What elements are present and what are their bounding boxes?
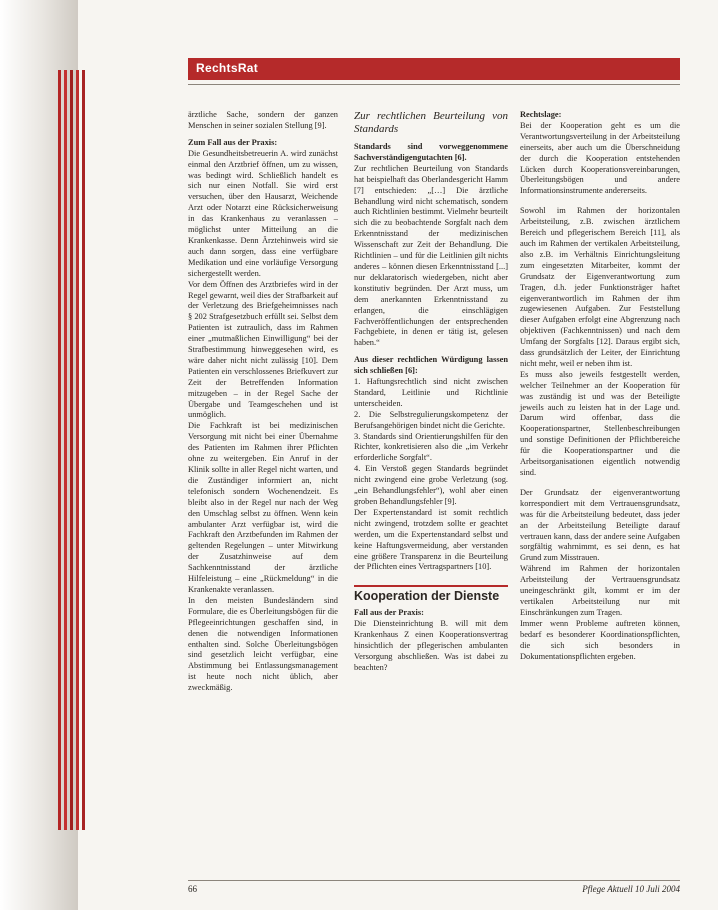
col3-paragraph: Sowohl im Rahmen der horizontalen Arbeitsteilung, z.B. zwischen ärztlichem Bereich und pflegerischem Bereich [11], als auch im Rahmen der vertikalen Arbeitsteilung, also z.B. im Verhältnis Einrichtungsleitung zum eingesetzten Mitarbeiter, kommt der Grundsatz der Eigenverantwortung zum Tragen, d.h. jeder Funktionsträger haftet eigenverantwortlich im Rahmen der ihm zugewiesenen Aufgaben. Zur Feststellung dieser Aufgaben erfolgt eine Abgrenzung nach objektiven (Fachkenntnissen) und nach dem Umfang der Sorgfalts [12]. Daraus ergibt sich, dass grundsätzlich der Leiter, der Einrichtung nicht mehr, weil er neben ihm ist. bbox=[520, 206, 680, 368]
col3-paragraph: Bei der Kooperation geht es um die Verantwortungsverteilung in der Arbeitsteilung einerseits, aber auch um die Überschneidung der durch die Kooperation entstehenden Lücken durch Kooperationsvereinbarungen, Überleitungsbögen und andere Informationsinstrumente andererseits. bbox=[520, 120, 680, 196]
col1-paragraph: Die Gesundheitsbetreuerin A. wird zunächst einmal den Arztbrief öffnen, um zu wissen, was bedingt wird. Schließlich handelt es sich nur einen Notfall. Sie wird erst versuchen, über den Hausarzt, Weichende Arzt oder Notarzt eine Rücksicherweisung in das Krankenhaus zu veranlassen – möglichst unter Mitteilung an die Krankenkasse. Denn Ärztehinweis wird sie auch dann sorgen, dass eine verfügbare Medikation und eine vorläufige Versorgung sichergestellt werden. bbox=[188, 148, 338, 278]
col1-paragraph: Vor dem Öffnen des Arztbriefes wird in der Regel gewarnt, weil dies der Strafbarkeit auf der Verletzung des Briefgeheimnisses nach § 202 Strafgesetzbuch erfüllt sei. Selbst dem Patienten ist zutraulich, dass im Rahmen einer „mutmaßlichen Einwilligung“ bei der Strafbestimmung hinweggesehen wird, es wäre daher nicht nicht zulässig [10]. Dem Patienten ein verschlossenes Briefkuvert zur Zeit der Betreffenden Information mitzugeben – in der Regel Sache der Übergabe und Teamgeschehen und ist unmöglich. bbox=[188, 279, 338, 420]
case-text: Die Diensteinrichtung B. will mit dem Krankenhaus Z einen Kooperationsvertrag hinsichtlich der pflegerischen ambulanten Versorgung abschließen. Was ist dabei zu beachten? bbox=[354, 619, 508, 672]
section-label: RechtsRat bbox=[196, 61, 259, 75]
col1-paragraph: Die Fachkraft ist bei medizinischen Versorgung mit nicht bei einer Übernahme des Patienten im Rahmen ihrer Pflichten ohne zu weitergeben. Ein Anruf in der Klinik sollte in aller Regel nicht warten, und die Zuständiger informiert an, nicht telefonisch sondern Wochenendzeit. Es bleibt also in der Regel nur nach der Weg den Umschlag selbst zu öffnen. Wenn kein ambulanter Arzt verfügbar ist, wird die Fachkraft den Arztbefunden im Rahmen der geltenden Regelungen – unter Mitwirkung der Zusatzhinweise auf dem Sachkenntnisstand der ärztliche Hilfeleistung – eine „Rückmeldung“ in die Krankenakte veranlassen. bbox=[188, 421, 338, 594]
list-item: 4. Ein Verstoß gegen Standards begründet nicht zwingend eine grobe Verletzung (sog. „ein Behandlungsfehler“), wohl aber einen groben Behandlungsfehler [9]. bbox=[354, 464, 508, 506]
col3-paragraph: Es muss also jeweils festgestellt werden, welcher Teilnehmer an der Kooperation für was zuständig ist und was der Beteiligte jeweils auch zu leisten hat in der Lage und. Darum wird offenbar, dass die Kooperationspartner, Stellenbeschreibungen und sonstige Definitionen der Pflichtbereiche für die Kooperationspartner und die Arbeitsorganisationen eigentlich notwendig sind. bbox=[520, 369, 680, 477]
col2-paragraph: Zur rechtlichen Beurteilung von Standards hat beispielhaft das Oberlandesgericht Hamm [7] entschieden: „[…] Die ärztliche Behandlung wird nicht schematisch, sondern auch Richtlinien bestimmt. Vielmehr beurteilt sich die zu beobachtende Sorgfalt nach dem Erkenntnisstand der medizinischen Wissenschaft zur Zeit der Behandlung. Die Richtlinien – und für die Leitlinien gilt nichts anderes – können diesen Erkenntnisstand [...] nur deklaratorisch wiedergeben, nicht aber konstitutiv begründen. Der Arzt muss, um dem anerkannten Erkenntnisstand zu erlangen, die einschlägigen Fachveröffentlichungen der entsprechenden Fachgebiete, in denen er tätig ist, gelesen haben.“ bbox=[354, 163, 508, 348]
section-heading: Kooperation der Dienste bbox=[354, 585, 508, 602]
footer-rule bbox=[188, 880, 680, 881]
list-item: 3. Standards sind Orientierungshilfen für den Richter, konkretisieren also die „im Verkehr erforderliche Sorgfalt“. bbox=[354, 431, 508, 463]
col2-subheading: Aus dieser rechtlichen Würdigung lassen sich schließen [6]: bbox=[354, 355, 508, 376]
col3-paragraph: Während im Rahmen der horizontalen Arbeitsteilung der Vertrauensgrundsatz uneingeschränkt gilt, kommt er im der vertikalen Arbeitsteilung nur mit Einschränkungen zum Tragen. bbox=[520, 564, 680, 617]
col1-intro: ärztliche Sache, sondern der ganzen Menschen in seiner sozialen Stellung [9]. bbox=[188, 110, 338, 130]
col1-heading: Zum Fall aus der Praxis: bbox=[188, 137, 278, 147]
col1-paragraph: In den meisten Bundesländern sind Formulare, die es Überleitungsbögen für die Pflegeeinrichtungen geschaffen sind, in denen die notwendigen Informationen enthalten sind. Solche Überleitungsbögen sind gesetzlich leicht verfügbar, eine Abstimmung bei Entlassungsmanagement ist heute noch nicht üblich, aber zweckmäßig. bbox=[188, 595, 338, 693]
column-2 bbox=[354, 110, 508, 674]
column-3 bbox=[520, 110, 680, 662]
col2-paragraph: Der Expertenstandard ist somit rechtlich nicht zwingend, trotzdem sollte er geachtet werden, um die Expertenstandard selbst und keine Haftungsvermeidung, aber verstanden eine größere Transparenz in die Beurteilung der Pflichten eines Vertragspartners [10]. bbox=[354, 507, 508, 572]
column-1 bbox=[188, 110, 338, 694]
page-edges-red bbox=[58, 70, 88, 830]
case-heading: Fall aus der Praxis: bbox=[354, 608, 424, 618]
col3-heading: Rechtslage: bbox=[520, 110, 562, 119]
journal-citation: Pflege Aktuell 10 Juli 2004 bbox=[582, 884, 680, 894]
col2-heading: Zur rechtlichen Beurteilung von Standards bbox=[354, 110, 508, 135]
section-header-bar bbox=[188, 58, 680, 80]
col3-paragraph: Immer wenn Probleme auftreten können, bedarf es besonderer Koordinationspflichten, die sich sich besonders in Dokumentationspflichten ergeben. bbox=[520, 618, 680, 661]
list-item: 2. Die Selbstregulierungskompetenz der Berufsangehörigen bindet nicht die Gerichte. bbox=[354, 409, 508, 430]
header-rule bbox=[188, 84, 680, 85]
page-number: 66 bbox=[188, 884, 197, 894]
col2-subheading: Standards sind vorweggenommene Sachverständigengutachten [6]. bbox=[354, 142, 508, 162]
list-item: 1. Haftungsrechtlich sind nicht zwischen Standard, Leitlinie und Richtlinie unterscheiden. bbox=[354, 377, 508, 408]
col3-paragraph: Der Grundsatz der eigenverantwortung korrespondiert mit dem Vertrauensgrundsatz, was für die Arbeitsteilung bedeutet, dass jeder an der Arbeitsteilung Beteiligte darauf vertrauen kann, dass der andere seine Aufgaben sorgfältig wahrnimmt, es sei denn, es hat Grund zum Misstrauen. bbox=[520, 487, 680, 563]
